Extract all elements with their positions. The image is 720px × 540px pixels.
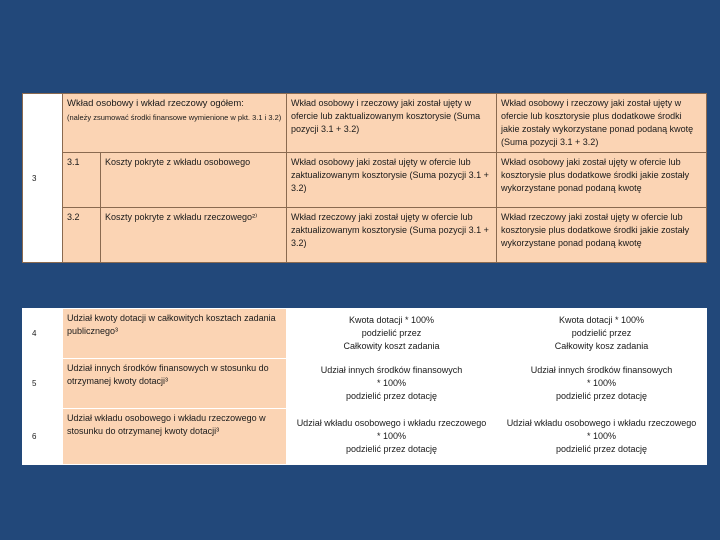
actual-cell: Wkład rzeczowy jaki został ujęty w ofercie lub kosztorysie plus dodatkowe środki jakie zostały wykorzystane ponad podaną kwotę (497, 208, 707, 263)
formula-line: Całkowity kosz zadania (554, 341, 649, 351)
row-number: 5 (23, 359, 63, 409)
offer-cell: Wkład osobowy jaki został ujęty w ofercie lub zaktualizowanym kosztorysie (Suma pozycji 3.1 + 3.2) (287, 153, 497, 208)
row-number: 3 (23, 94, 63, 263)
formula-line: * 100% (586, 378, 617, 388)
sections-4-6-table (22, 308, 707, 465)
actual-formula (497, 359, 707, 409)
formula-line: Kwota dotacji * 100% (348, 315, 435, 325)
formula-line: * 100% (376, 378, 407, 388)
section-note: (należy zsumować środki finansowe wymienione w pkt. 3.1 i 3.2) (67, 113, 282, 122)
formula-line: Kwota dotacji * 100% (558, 315, 645, 325)
section-title-cell (63, 94, 287, 153)
formula-line: * 100% (376, 431, 407, 441)
row-label: Udział kwoty dotacji w całkowitych kosztach zadania publicznego³ (63, 309, 287, 359)
row-number: 4 (23, 309, 63, 359)
formula-line: Udział innych środków finansowych (320, 365, 463, 375)
formula-line: podzielić przez (571, 328, 632, 338)
offer-cell: Wkład osobowy i rzeczowy jaki został ujęty w ofercie lub zaktualizowanym kosztorysie (Suma pozycji 3.1 + 3.2) (287, 94, 497, 153)
formula-line: Udział innych środków finansowych (530, 365, 673, 375)
offer-formula (287, 359, 497, 409)
row-label: Udział innych środków finansowych w stosunku do otrzymanej kwoty dotacji³ (63, 359, 287, 409)
formula-line: podzielić przez dotację (345, 444, 438, 454)
section-3-table (22, 93, 707, 263)
subrow-label: Koszty pokryte z wkładu osobowego (101, 153, 287, 208)
offer-cell: Wkład rzeczowy jaki został ujęty w ofercie lub zaktualizowanym kosztorysie (Suma pozycji 3.1 + 3.2) (287, 208, 497, 263)
subrow-number: 3.1 (63, 153, 101, 208)
section-title: Wkład osobowy i wkład rzeczowy ogółem: (67, 98, 244, 109)
actual-formula (497, 309, 707, 359)
subrow-number: 3.2 (63, 208, 101, 263)
formula-line: Całkowity koszt zadania (343, 341, 440, 351)
row-label: Udział wkładu osobowego i wkładu rzeczowego w stosunku do otrzymanej kwoty dotacji³ (63, 409, 287, 465)
formula-line: podzielić przez (361, 328, 422, 338)
formula-line: podzielić przez dotację (345, 391, 438, 401)
offer-formula (287, 309, 497, 359)
actual-cell: Wkład osobowy jaki został ujęty w ofercie lub kosztorysie plus dodatkowe środki jakie zostały wykorzystane ponad podaną kwotę (497, 153, 707, 208)
subrow-label: Koszty pokryte z wkładu rzeczowego²⁾ (101, 208, 287, 263)
row-number: 6 (23, 409, 63, 465)
formula-line: * 100% (586, 431, 617, 441)
actual-cell: Wkład osobowy i rzeczowy jaki został ujęty w ofercie lub kosztorysie plus dodatkowe środki jakie zostały wykorzystane ponad podaną kwotę (Suma pozycji 3.1 + 3.2) (497, 94, 707, 153)
formula-line: Udział wkładu osobowego i wkładu rzeczowego (296, 418, 487, 428)
formula-line: podzielić przez dotację (555, 391, 648, 401)
formula-line: Udział wkładu osobowego i wkładu rzeczowego (506, 418, 697, 428)
offer-formula (287, 409, 497, 465)
formula-line: podzielić przez dotację (555, 444, 648, 454)
actual-formula (497, 409, 707, 465)
